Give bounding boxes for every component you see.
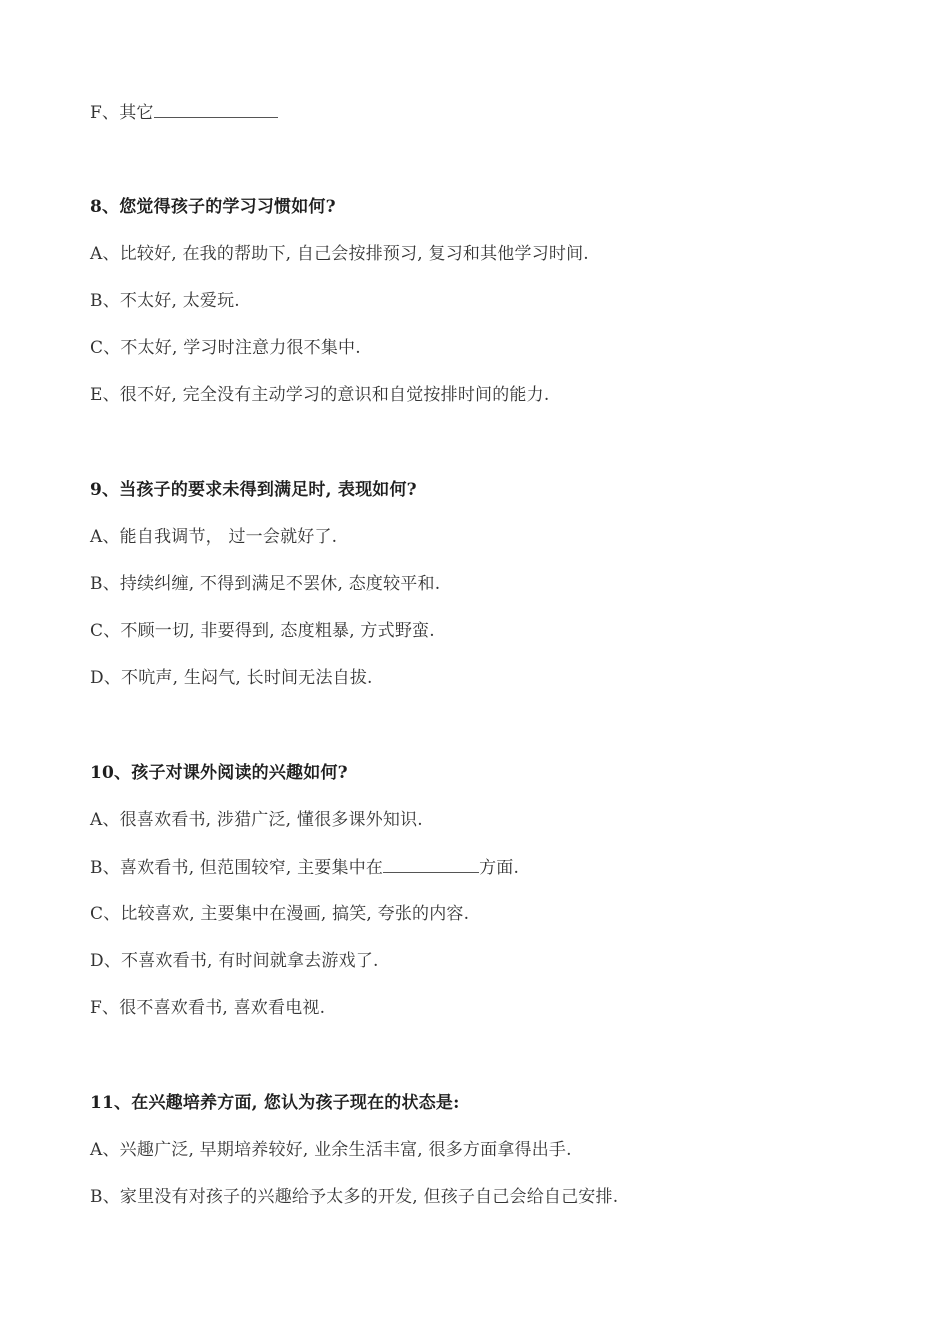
q11-option-a: A、兴趣广泛, 早期培养较好, 业余生活丰富, 很多方面拿得出手.: [90, 1140, 572, 1160]
q8-option-b: B、不太好, 太爱玩.: [90, 291, 240, 311]
q10-option-b-prefix: B、喜欢看书, 但范围较窄, 主要集中在: [90, 858, 384, 878]
q11-option-b: B、家里没有对孩子的兴趣给予太多的开发, 但孩子自己会给自己安排.: [90, 1187, 619, 1207]
question-8-title: 8、您觉得孩子的学习习惯如何?: [90, 197, 336, 217]
q9-option-c: C、不顾一切, 非要得到, 态度粗暴, 方式野蛮.: [90, 621, 435, 641]
q10-option-b-suffix: 方面.: [479, 858, 520, 878]
question-9-title: 9、当孩子的要求未得到满足时, 表现如何?: [90, 480, 417, 500]
fill-in-blank-line: [154, 101, 278, 118]
fill-in-blank-line: [383, 856, 479, 873]
q10-option-b: [90, 856, 519, 879]
q10-option-c: C、比较喜欢, 主要集中在漫画, 搞笑, 夸张的内容.: [90, 904, 470, 924]
q10-option-a: A、很喜欢看书, 涉猎广泛, 懂很多课外知识.: [90, 810, 423, 830]
q8-option-c: C、不太好, 学习时注意力很不集中.: [90, 338, 361, 358]
q8-option-e: E、很不好, 完全没有主动学习的意识和自觉按排时间的能力.: [90, 385, 550, 405]
q9-option-b: B、持续纠缠, 不得到满足不罢休, 态度较平和.: [90, 574, 441, 594]
option-f-prefix: F、其它: [90, 103, 154, 123]
option-f-other: [90, 101, 278, 124]
q10-option-f: F、很不喜欢看书, 喜欢看电视.: [90, 998, 326, 1018]
q9-option-d: D、不吭声, 生闷气, 长时间无法自拔.: [90, 668, 373, 688]
question-11-title: 11、在兴趣培养方面, 您认为孩子现在的状态是:: [90, 1093, 460, 1113]
question-10-title: 10、孩子对课外阅读的兴趣如何?: [90, 763, 348, 783]
q10-option-d: D、不喜欢看书, 有时间就拿去游戏了.: [90, 951, 379, 971]
q9-option-a: A、能自我调节， 过一会就好了.: [90, 527, 338, 547]
q8-option-a: A、比较好, 在我的帮助下, 自己会按排预习, 复习和其他学习时间.: [90, 244, 589, 264]
